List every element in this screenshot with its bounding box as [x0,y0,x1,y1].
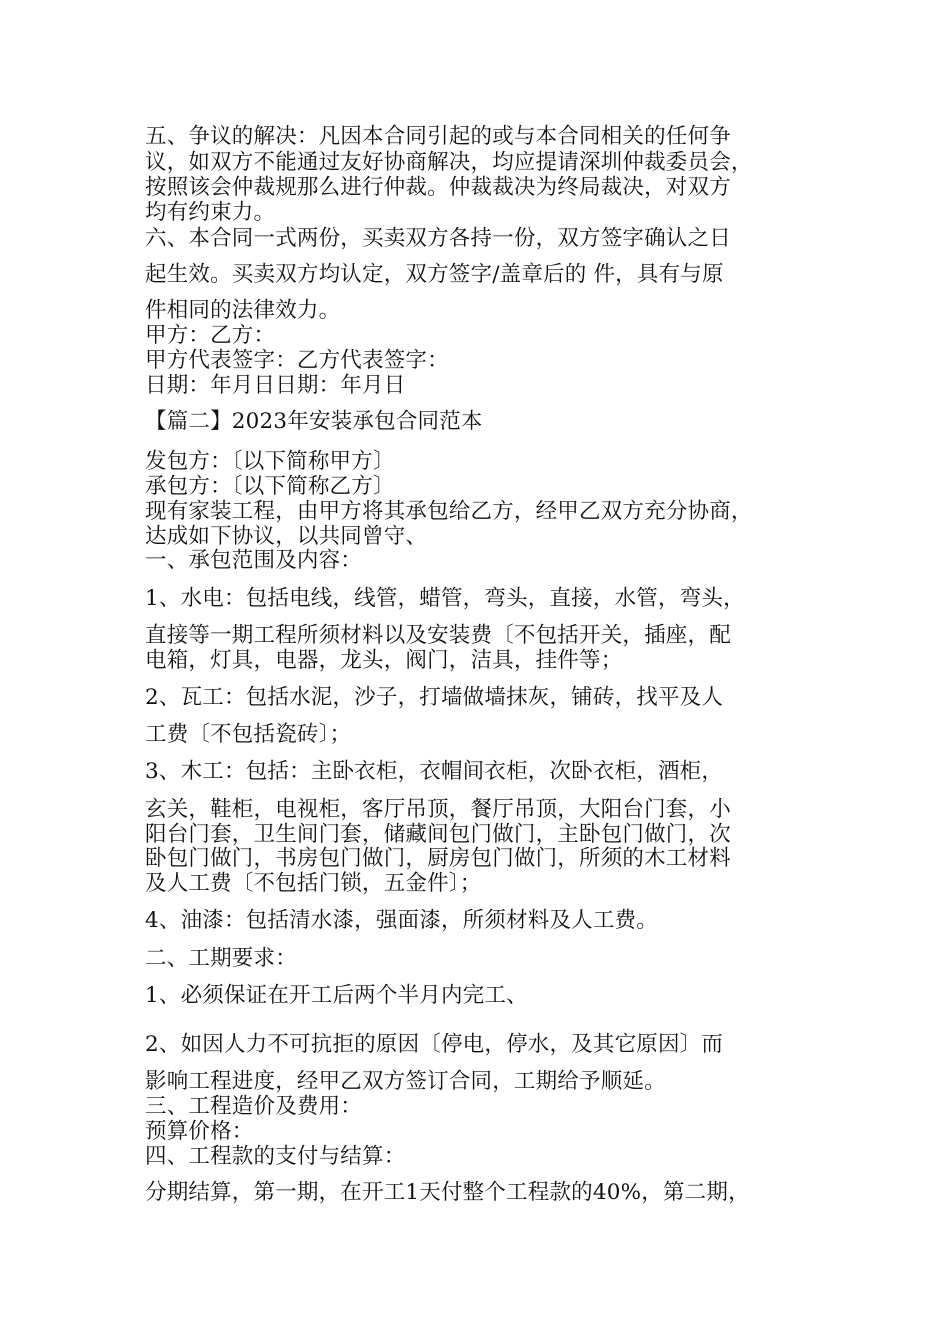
text-line: 一、承包范围及内容： [145,548,363,573]
text-line: 承包方：〔以下简称乙方〕 [145,474,395,499]
text-line: 六、本合同一式两份，买卖双方各持一份，双方签字确认之日 [145,226,731,251]
text-line: 4、油漆：包括清水漆，强面漆，所须材料及人工费。 [145,908,658,933]
text-line: 2、如因人力不可抗拒的原因〔停电，停水，及其它原因〕而 [145,1032,724,1057]
text-line: 影响工程进度，经甲乙双方签订合同，工期给予顺延。 [145,1069,666,1094]
text-line: 发包方：〔以下简称甲方〕 [145,449,395,474]
text-line: 甲方代表签字：乙方代表签字： [145,348,449,373]
text-line: 现有家装工程，由甲方将其承包给乙方，经甲乙双方充分协商， [145,499,753,524]
text-line: 件相同的法律效力。 [145,298,341,323]
text-line: 起生效。买卖双方均认定，双方签字/盖章后的 件，具有与原 [145,262,724,287]
text-line: 卧包门做门，书房包门做门，厨房包门做门，所须的木工材料 [145,846,731,871]
text-line: 及人工费〔不包括门锁，五金件〕； [145,871,482,896]
text-line: 甲方：乙方： [145,323,276,348]
text-line: 日期：年月日日期：年月日 [145,373,406,398]
section-title: 【篇二】2023年安装承包合同范本 [145,409,483,434]
text-line: 1、水电：包括电线，线管，蜡管，弯头，直接，水管，弯头， [145,586,745,611]
text-line: 玄关，鞋柜，电视柜，客厅吊顶，餐厅吊顶，大阳台门套，小 [145,797,731,822]
text-line: 均有约束力。 [145,200,276,225]
text-line: 二、工期要求： [145,946,297,971]
text-line: 按照该会仲裁规那么进行仲裁。仲裁裁决为终局裁决，对双方 [145,175,731,200]
text-line: 3、木工：包括：主卧衣柜，衣帽间衣柜，次卧衣柜，酒柜， [145,759,724,784]
text-line: 电箱，灯具，电器，龙头，阀门，洁具，挂件等； [145,648,623,673]
text-line: 五、争议的解决：凡因本合同引起的或与本合同相关的任何争 [145,124,731,149]
text-line: 分期结算，第一期，在开工1天付整个工程款的40%，第二期， [145,1180,750,1205]
text-line: 达成如下协议，以共同曾守、 [145,524,428,549]
text-line: 三、工程造价及费用： [145,1094,363,1119]
text-line: 2、瓦工：包括水泥，沙子，打墙做墙抹灰，铺砖，找平及人 [145,685,724,710]
text-line: 工费〔不包括瓷砖〕； [145,722,352,747]
text-line: 预算价格： [145,1119,254,1144]
text-line: 阳台门套，卫生间门套，储藏间包门做门，主卧包门做门，次 [145,822,731,847]
text-line: 1、必须保证在开工后两个半月内完工、 [145,983,528,1008]
text-line: 议，如双方不能通过友好协商解决，均应提请深圳仲裁委员会， [145,150,753,175]
text-line: 直接等一期工程所须材料以及安装费〔不包括开关，插座，配 [145,623,731,648]
text-line: 四、工程款的支付与结算： [145,1144,406,1169]
